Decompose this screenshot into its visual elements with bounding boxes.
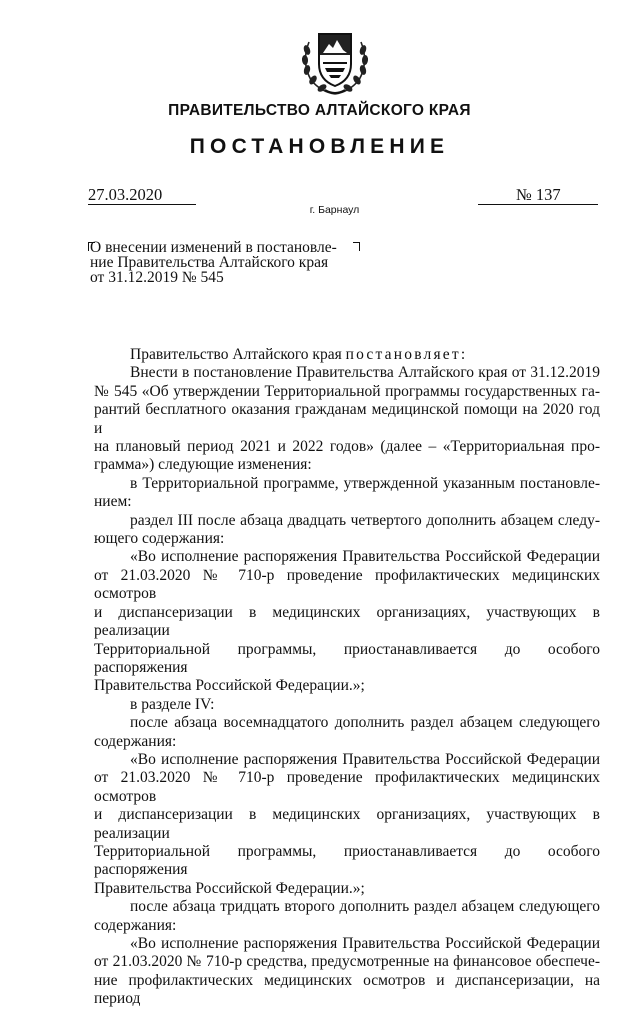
document-body (94, 346, 600, 1009)
document-subject (90, 240, 360, 285)
body-line: Правительства Российской Федерации.»; (94, 677, 365, 695)
body-line: ющего содержания: (94, 530, 225, 548)
body-line (94, 346, 600, 364)
body-line: нием: (94, 493, 132, 511)
body-line: и диспансеризации в медицинских организациях, участвующих в реализации (94, 806, 600, 842)
body-line: в разделе IV: (130, 695, 215, 713)
city-name: г. Барнаул (309, 204, 360, 216)
preamble-verb: постановляет: (345, 346, 468, 363)
body-line: после абзаца тридцать второго дополнить раздел абзацем следующего (130, 898, 600, 916)
preamble-text: Правительство Алтайского края (130, 346, 346, 363)
subject-line: от 31.12.2019 № 545 (90, 269, 224, 286)
body-line: Правительства Российской Федерации.»; (94, 879, 365, 897)
body-line: от 21.03.2020 № 710-р проведение профилактических медицинских осмотров (94, 769, 600, 805)
body-line: раздел III после абзаца двадцать четвертого дополнить абзацем следу- (130, 511, 600, 529)
subject-line: ние Правительства Алтайского края (90, 254, 329, 271)
coat-of-arms-icon (295, 20, 375, 100)
body-line: в Территориальной программе, утвержденной указанным постановле- (130, 474, 600, 492)
body-line: рантий бесплатного оказания гражданам медицинской помощи на 2020 год и (94, 401, 600, 437)
document-type: ПОСТАНОВЛЕНИЕ (189, 135, 450, 158)
subject-line: О внесении изменений в постановле- (90, 239, 337, 256)
body-line: № 545 «Об утверждении Территориальной программы государственных га- (94, 382, 600, 400)
body-line: «Во исполнение распоряжения Правительства Российской Федерации (130, 935, 600, 952)
body-line: Внести в постановление Правительства Алтайского края от 31.12.2019 (130, 364, 600, 382)
body-line: «Во исполнение распоряжения Правительства Российской Федерации (130, 548, 600, 566)
body-line: на плановый период 2021 и 2022 годов» (далее – «Территориальная про- (94, 438, 600, 456)
body-line: «Во исполнение распоряжения Правительства Российской Федерации (130, 750, 600, 768)
document-number: № 137 (478, 186, 598, 205)
body-line: содержания: (94, 732, 177, 750)
body-line: от 21.03.2020 № 710-р средства, предусмотренные на финансовое обеспече- (94, 953, 600, 971)
body-line: ние профилактических медицинских осмотров и диспансеризации, на период (94, 971, 600, 1008)
body-line: Территориальной программы, приостанавливается до особого распоряжения (94, 842, 600, 879)
body-line: Территориальной программы, приостанавливается до особого распоряжения (94, 640, 600, 676)
body-line: после абзаца восемнадцатого дополнить раздел абзацем следующего (130, 714, 600, 732)
government-title: ПРАВИТЕЛЬСТВО АЛТАЙСКОГО КРАЯ (168, 102, 471, 119)
body-line: грамма») следующие изменения: (94, 456, 312, 474)
body-line: содержания: (94, 916, 177, 934)
body-line: от 21.03.2020 № 710-р проведение профилактических медицинских осмотров (94, 566, 600, 603)
document-date: 27.03.2020 (88, 186, 196, 205)
body-line: и диспансеризации в медицинских организациях, участвующих в реализации (94, 603, 600, 640)
